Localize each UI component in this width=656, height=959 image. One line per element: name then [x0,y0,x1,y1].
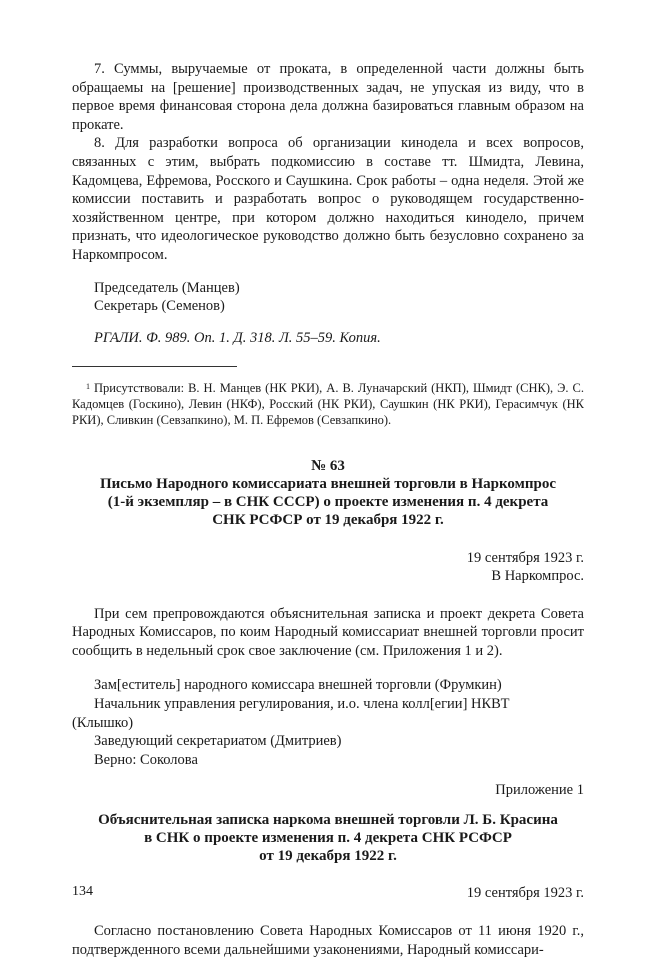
document-title-line-1: Письмо Народного комиссариата внешней торговли в Наркомпрос [99,476,556,493]
signature-head-name: (Клышко) [72,714,134,731]
appendix-title-line-3: от 19 декабря 1922 г. [259,847,397,864]
document-title-line-2: (1-й экземпляр – в СНК СССР) о проекте изменения п. 4 декрета [107,493,549,510]
secretary-signature: Секретарь (Семенов) [94,298,225,315]
footnote-marker: 1 [86,382,90,392]
signature-secretariat: Заведующий секретариатом (Дмитриев) [94,733,342,750]
document-number: № 63 [311,458,345,475]
archive-source: РГАЛИ. Ф. 989. Оп. 1. Д. 318. Л. 55–59. Копия. [94,329,381,346]
signature-deputy: Зам[еститель] народного комиссара внешней торговли (Фрумкин) [94,677,502,694]
footnote [72,379,584,428]
paragraph-7: 7. Суммы, выручаемые от проката, в определенной части должны быть обращаемы на [решение] производственных задач, не упуская из виду, что в первое время финансовая сторона дела должна базироваться главным образом на прокате. [72,61,584,133]
appendix-date: 19 сентября 1923 г. [466,885,584,902]
paragraph-8: 8. Для разработки вопроса об организации киноделa и всех вопросов, связанных с этим, выбрать подкомиссию в составе тт. Шмидта, Левина, Кадомцева, Ефремова, Росского и Саушкина. Срок работы – одна неделя. Этой же комиссии поставить и разработать вопрос о руководящем государственно-хозяйственном центре, при котором должно находиться киноделo, причем признать, что идеологическое руководство должно быть безусловно сохранено за Наркомпросом. [72,135,584,263]
appendix-title-line-1: Объяснительная записка наркома внешней торговли Л. Б. Красина [98,812,558,829]
letter-addressee: В Наркомпрос. [491,568,584,585]
document-page [72,60,584,959]
appendix-title-line-2: в СНК о проекте изменения п. 4 декрета СНК РСФСР [144,829,512,846]
letter-date: 19 сентября 1923 г. [466,549,584,566]
footnote-divider [72,366,237,367]
footnote-text: Присутствовали: В. Н. Манцев (НК РКИ), А. В. Луначарский (НКП), Шмидт (СНК), Э. С. Кадомцев (Госкино), Левин (НКФ), Росский (НК РКИ), Саушкин (НК РКИ), Герасимчук (НК РКИ), Сливкин (Севзапкино), М. П. Ефремов (Севзапкино). [72,381,584,428]
appendix-body: Согласно постановлению Совета Народных Комиссаров от 11 июня 1920 г., подтвержденного всеми дальнейшими узаконениями, Народный комиссари- [72,923,584,958]
signature-certified: Верно: Соколова [94,751,198,768]
signature-head: Начальник управления регулирования, и.о. члена колл[егии] НКВТ [94,696,510,713]
letter-body: При сем препровождаются объяснительная записка и проект декрета Совета Народных Комиссаров, по коим Народный комиссариат внешней торговли просит сообщить в недельный срок свое заключение (см. Приложения 1 и 2). [72,605,584,659]
page-number: 134 [72,884,93,899]
chairman-signature: Председатель (Манцев) [94,279,240,296]
appendix-label: Приложение 1 [495,782,584,799]
document-title-line-3: СНК РСФСР от 19 декабря 1922 г. [212,511,444,528]
